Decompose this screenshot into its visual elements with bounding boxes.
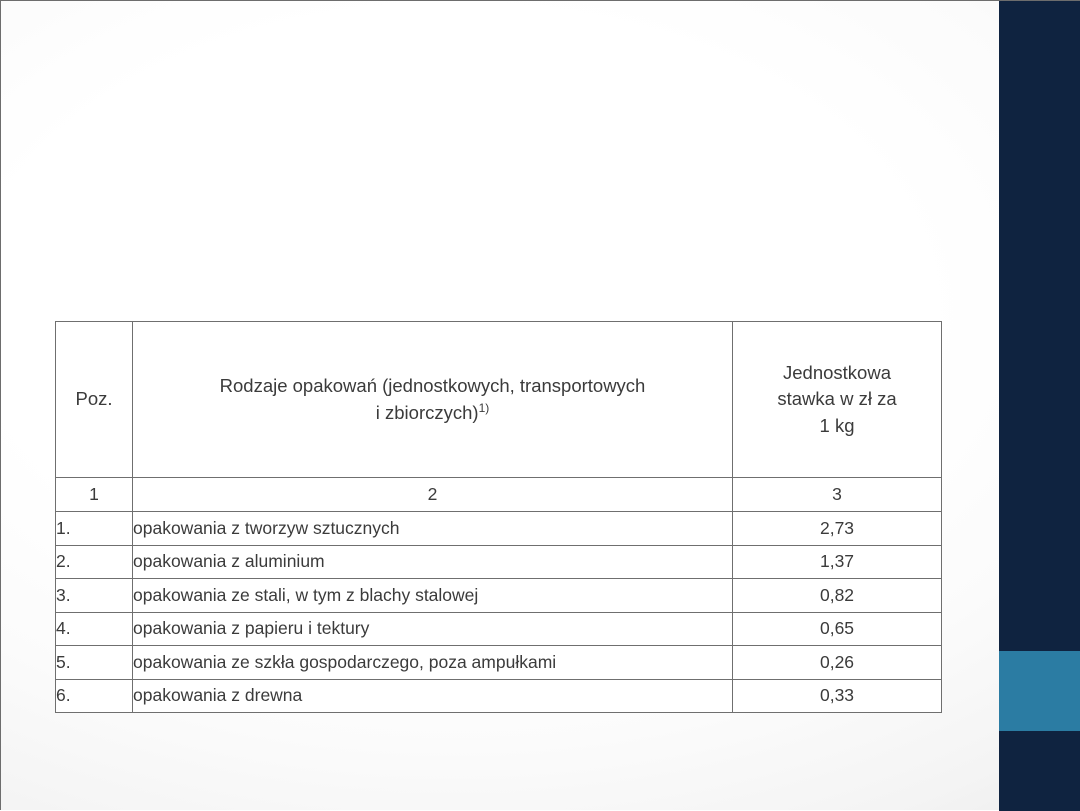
row-unit-rate: 2,73 xyxy=(733,512,942,546)
header-footnote-marker: 1) xyxy=(478,400,490,415)
header-label-poz: Poz. xyxy=(75,388,113,410)
header-cell-kind xyxy=(133,322,733,478)
table-row xyxy=(56,579,942,613)
row-position: 2. xyxy=(56,545,133,579)
column-number-rate: 3 xyxy=(733,478,942,512)
table-row xyxy=(56,612,942,646)
row-packaging-kind: opakowania z papieru i tektury xyxy=(133,612,733,646)
table-row xyxy=(56,679,942,713)
table-row xyxy=(56,545,942,579)
header-cell-poz xyxy=(56,322,133,478)
row-packaging-kind: opakowania ze szkła gospodarczego, poza ampułkami xyxy=(133,646,733,680)
row-packaging-kind: opakowania ze stali, w tym z blachy stalowej xyxy=(133,579,733,613)
column-number-poz: 1 xyxy=(56,478,133,512)
row-unit-rate: 0,33 xyxy=(733,679,942,713)
row-position: 5. xyxy=(56,646,133,680)
rates-table xyxy=(55,321,942,713)
header-cell-rate xyxy=(733,322,942,478)
slide-side-panel xyxy=(999,1,1080,811)
slide-side-accent-block xyxy=(999,651,1080,731)
column-number-row xyxy=(56,478,942,512)
row-unit-rate: 0,65 xyxy=(733,612,942,646)
header-label-rate-line2: stawka w zł za xyxy=(777,388,897,410)
row-position: 1. xyxy=(56,512,133,546)
table-row xyxy=(56,512,942,546)
header-label-kind-line2: i zbiorczych) xyxy=(375,401,479,423)
row-unit-rate: 0,26 xyxy=(733,646,942,680)
header-label-rate-line3: 1 kg xyxy=(819,414,855,436)
row-packaging-kind: opakowania z aluminium xyxy=(133,545,733,579)
header-label-rate-line1: Jednostkowa xyxy=(783,362,891,384)
rates-table-container xyxy=(55,321,941,713)
header-label-kind-line1: Rodzaje opakowań (jednostkowych, transportowych xyxy=(219,375,646,397)
table-header-row xyxy=(56,322,942,478)
table-row xyxy=(56,646,942,680)
row-unit-rate: 1,37 xyxy=(733,545,942,579)
row-position: 4. xyxy=(56,612,133,646)
row-unit-rate: 0,82 xyxy=(733,579,942,613)
row-position: 6. xyxy=(56,679,133,713)
row-packaging-kind: opakowania z tworzyw sztucznych xyxy=(133,512,733,546)
row-packaging-kind: opakowania z drewna xyxy=(133,679,733,713)
row-position: 3. xyxy=(56,579,133,613)
column-number-kind: 2 xyxy=(133,478,733,512)
